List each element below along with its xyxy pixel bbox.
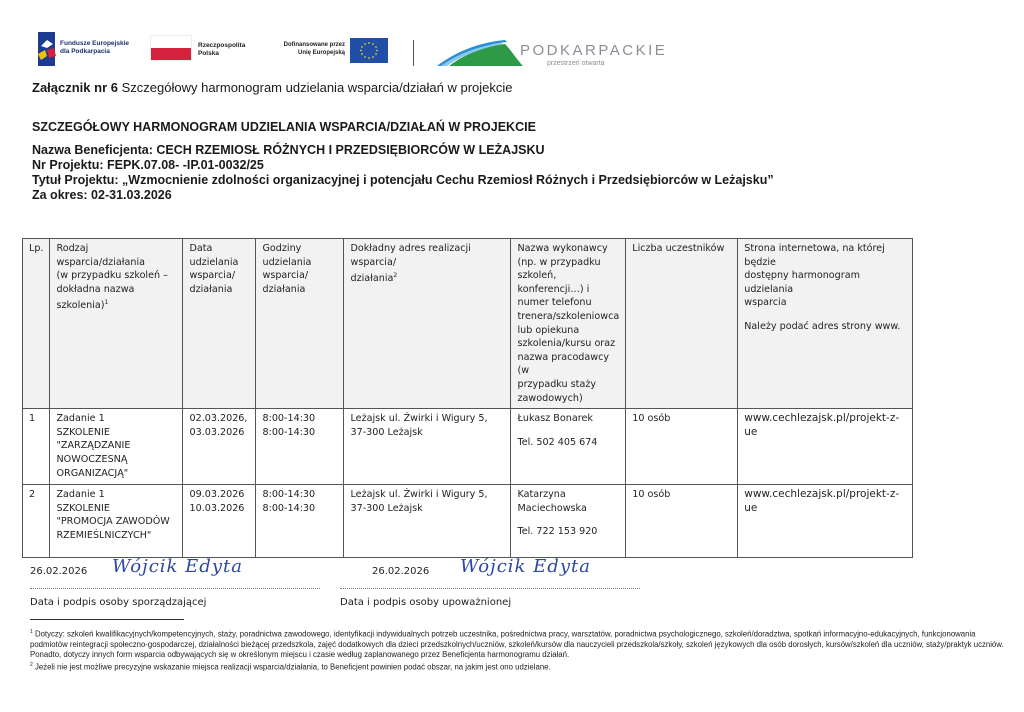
preparer-signature: Wójcik Edyta — [112, 556, 243, 577]
logo-region-name: PODKARPACKIE — [520, 42, 668, 59]
attachment-heading — [32, 80, 513, 95]
authorized-signature: Wójcik Edyta — [460, 556, 591, 577]
authorized-date: 26.02.2026 — [372, 566, 430, 577]
logo-region-tagline: przestrzeń otwarta — [547, 60, 605, 67]
header-hours: Godziny udzielania wsparcia/ działania — [256, 239, 344, 409]
project-title: Tytuł Projektu: „Wzmocnienie zdolności organizacyjnej i potencjału Cechu Rzemiosł Różnych i Przedsiębiorców w Leżajsku” — [32, 173, 774, 187]
cell-lp: 2 — [23, 485, 50, 558]
cell-count: 10 osób — [626, 485, 738, 558]
logo-unia-europejska — [270, 38, 390, 68]
authorized-label: Data i podpis osoby upoważnionej — [340, 597, 512, 608]
schedule-table — [22, 238, 913, 558]
podkarpackie-logo-icon — [435, 34, 525, 68]
reporting-period: Za okres: 02-31.03.2026 — [32, 188, 172, 202]
polish-flag-icon — [150, 35, 192, 61]
footnote-1: $^1$ Dotyczy: szkoleń kwalifikacyjnych/kompetencyjnych, staży, poradnictwa zawodowego, identyfikacji indywidualnych potrzeb uczestnika, pośrednictwa pracy, warsztatów, poradnictwa psychologicznego, szkoleń/doradztwa, spotkań informacyjno-edukacyjnych, funkcjonowania podmiotów reintegracji społeczno-gospodarczej, działalności bieżącej przedszkola, zajęć dodatkowych dla dzieci przedszkolnych/uczniów, szkoleń/kursów dla nauczycieli przedszkola/szkoły, szkoleń językowych dla osób dorosłych, kursów/szkoleń dla uczniów, staży/praktyk uczniów. Ponadto, dotyczy innych form wsparcia odbywających się w określonym miejscu i czasie według zaplanowanego przez Beneficjenta harmonogramu działań. — [30, 629, 1004, 659]
logo-poland-line2: Polska — [198, 50, 219, 57]
executor-phone: Tel. 502 405 674 — [517, 436, 598, 448]
logo-funds-line1: Fundusze Europejskie — [60, 40, 129, 47]
cell-kind: Zadanie 1 SZKOLENIE "PROMOCJA ZAWODÓW RZEMIEŚLNICZYCH" — [50, 485, 183, 558]
table-row — [23, 485, 913, 558]
authorized-signature-line — [340, 588, 640, 589]
logo-fundusze-europejskie — [38, 32, 168, 68]
footnote-ref-1: 1 — [104, 299, 109, 307]
cell-date: 09.03.2026 10.03.2026 — [183, 485, 256, 558]
preparer-date: 26.02.2026 — [30, 566, 88, 577]
cell-executor — [511, 485, 626, 558]
beneficiary-name: Nazwa Beneficjenta: CECH RZEMIOSŁ RÓŻNYCH I PRZEDSIĘBIORCÓW W LEŻAJSKU — [32, 143, 545, 157]
attachment-title: Szczegółowy harmonogram udzielania wsparcia/działań w projekcie — [121, 80, 513, 95]
executor-name: Katarzyna Maciechowska — [517, 489, 587, 514]
logo-eu-line1: Dofinansowane przez — [283, 42, 345, 48]
fe-logo-icon — [38, 32, 58, 66]
logo-podkarpackie — [435, 34, 668, 70]
logo-funds-line2: dla Podkarpacia — [60, 48, 110, 55]
table-header-row — [23, 239, 913, 409]
executor-name: Łukasz Bonarek — [517, 413, 593, 425]
footnotes — [30, 627, 1010, 673]
footnote-2: $^2$ Jeżeli nie jest możliwe precyzyjne wskazanie miejsca realizacji wsparcia/działania, to Beneficjent powinien podać obszar, na jakim jest ono udzielane. — [30, 662, 551, 672]
cell-lp: 1 — [23, 409, 50, 485]
preparer-label: Data i podpis osoby sporządzającej — [30, 597, 207, 608]
header-www: Strona internetowa, na której będzie dostępny harmonogram udzielania wsparcia Należy podać adres strony www. — [738, 239, 913, 409]
header-lp: Lp. — [23, 239, 50, 409]
executor-phone: Tel. 722 153 920 — [517, 526, 598, 538]
header-executor: Nazwa wykonawcy (np. w przypadku szkoleń, konferencji…) i numer telefonu trenera/szkoleniowca lub opiekuna szkolenia/kursu oraz nazwa pracodawcy (w przypadku staży zawodowych) — [511, 239, 626, 409]
cell-count: 10 osób — [626, 409, 738, 485]
logo-poland-line1: Rzeczpospolita — [198, 42, 246, 49]
cell-hours: 8:00-14:30 8:00-14:30 — [256, 485, 344, 558]
cell-hours: 8:00-14:30 8:00-14:30 — [256, 409, 344, 485]
header-address: Dokładny adres realizacji wsparcia/ działania$^2$ — [344, 239, 511, 409]
attachment-label: Załącznik nr 6 — [32, 80, 118, 95]
cell-www-link[interactable]: www.cechlezajsk.pl/projekt-z-ue — [738, 409, 913, 485]
cell-date: 02.03.2026, 03.03.2026 — [183, 409, 256, 485]
cell-www-link[interactable]: www.cechlezajsk.pl/projekt-z-ue — [738, 485, 913, 558]
eu-flag-icon — [350, 38, 388, 63]
logo-rzeczpospolita-polska — [150, 35, 270, 67]
logo-eu-line2: Unię Europejską — [297, 50, 345, 56]
preparer-signature-line — [30, 588, 320, 589]
cell-kind: Zadanie 1 SZKOLENIE "ZARZĄDZANIE NOWOCZESNĄ ORGANIZACJĄ" — [50, 409, 183, 485]
header-kind: Rodzaj wsparcia/działania (w przypadku szkoleń – dokładna nazwa szkolenia)$^1$ — [50, 239, 183, 409]
cell-address: Leżajsk ul. Żwirki i Wigury 5, 37-300 Leżajsk — [344, 409, 511, 485]
table-row — [23, 409, 913, 485]
header-www-note: Należy podać adres strony www. — [744, 320, 901, 332]
cell-executor — [511, 409, 626, 485]
footnote-separator — [30, 619, 184, 620]
project-number: Nr Projektu: FEPK.07.08- -IP.01-0032/25 — [32, 158, 264, 172]
logo-divider — [413, 40, 414, 66]
header-date: Data udzielania wsparcia/ działania — [183, 239, 256, 409]
footnote-ref-2: 2 — [393, 272, 398, 280]
cell-address: Leżajsk ul. Żwirki i Wigury 5, 37-300 Leżajsk — [344, 485, 511, 558]
header-count: Liczba uczestników — [626, 239, 738, 409]
page-title: SZCZEGÓŁOWY HARMONOGRAM UDZIELANIA WSPARCIA/DZIAŁAŃ W PROJEKCIE — [32, 120, 536, 134]
